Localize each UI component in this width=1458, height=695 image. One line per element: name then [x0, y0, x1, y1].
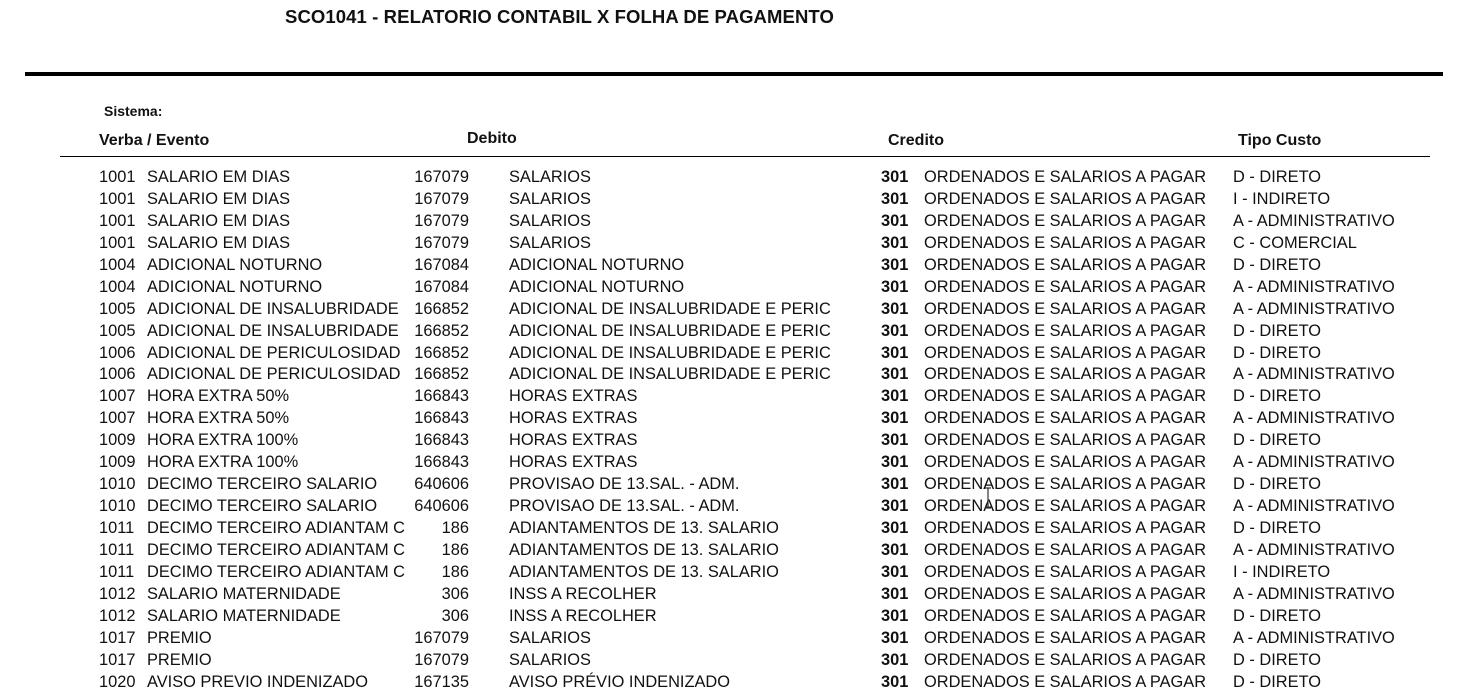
verba-description: HORA EXTRA 100% — [147, 453, 299, 472]
credito-account-code: 301 — [881, 255, 909, 274]
debito-account-code: 167079 — [414, 211, 469, 230]
credito-account-description: ORDENADOS E SALARIOS A PAGAR — [924, 365, 1207, 384]
verba-code: 1004 — [99, 277, 136, 296]
table-row — [0, 540, 1458, 562]
debito-account-description: AVISO PRÉVIO INDENIZADO — [509, 672, 731, 691]
debito-account-code: 166852 — [414, 343, 469, 362]
credito-account-description: ORDENADOS E SALARIOS A PAGAR — [924, 497, 1207, 516]
table-row — [0, 321, 1458, 343]
verba-code: 1020 — [99, 672, 136, 691]
debito-account-description: SALARIOS — [509, 650, 591, 669]
table-row — [0, 562, 1458, 584]
credito-account-description: ORDENADOS E SALARIOS A PAGAR — [924, 233, 1207, 252]
column-header-rule — [60, 156, 1430, 157]
verba-code: 1011 — [99, 562, 135, 581]
tipo-custo: D - DIRETO — [1233, 475, 1322, 494]
credito-account-description: ORDENADOS E SALARIOS A PAGAR — [924, 343, 1207, 362]
verba-code: 1012 — [99, 606, 136, 625]
debito-account-description: SALARIOS — [509, 628, 591, 647]
debito-account-description: SALARIOS — [509, 211, 591, 230]
table-row — [0, 628, 1458, 650]
credito-account-code: 301 — [881, 475, 909, 494]
column-header-tipo-custo: Tipo Custo — [1238, 132, 1322, 149]
credito-account-description: ORDENADOS E SALARIOS A PAGAR — [924, 453, 1207, 472]
debito-account-description: ADICIONAL NOTURNO — [509, 255, 685, 274]
debito-account-code: 640606 — [414, 497, 469, 516]
debito-account-description: SALARIOS — [509, 168, 591, 186]
debito-account-code: 166852 — [414, 365, 469, 384]
verba-description: SALARIO EM DIAS — [147, 168, 291, 186]
verba-description: DECIMO TERCEIRO ADIANTAM C — [147, 540, 406, 559]
verba-description: AVISO PREVIO INDENIZADO — [147, 672, 369, 691]
debito-account-description: ADICIONAL NOTURNO — [509, 277, 685, 296]
credito-account-code: 301 — [881, 233, 909, 252]
debito-account-code: 166843 — [414, 387, 469, 406]
debito-account-code: 167079 — [414, 233, 469, 252]
verba-code: 1005 — [99, 321, 136, 340]
debito-account-description: INSS A RECOLHER — [509, 584, 657, 603]
debito-account-code: 166843 — [414, 453, 469, 472]
table-row — [0, 430, 1458, 452]
verba-description: PREMIO — [147, 650, 212, 669]
debito-account-code: 167084 — [414, 255, 469, 274]
debito-account-code: 167135 — [414, 672, 469, 691]
credito-account-description: ORDENADOS E SALARIOS A PAGAR — [924, 387, 1207, 406]
credito-account-description: ORDENADOS E SALARIOS A PAGAR — [924, 211, 1207, 230]
table-row — [0, 211, 1458, 233]
tipo-custo: D - DIRETO — [1233, 168, 1322, 186]
credito-account-code: 301 — [881, 211, 909, 230]
debito-account-description: ADICIONAL DE INSALUBRIDADE E PERIC — [509, 321, 831, 340]
debito-account-description: ADIANTAMENTOS DE 13. SALARIO — [509, 540, 779, 559]
table-row — [0, 474, 1458, 496]
tipo-custo: D - DIRETO — [1233, 606, 1322, 625]
verba-code: 1009 — [99, 431, 136, 450]
credito-account-code: 301 — [881, 606, 909, 625]
table-row — [0, 672, 1458, 694]
verba-description: DECIMO TERCEIRO SALARIO — [147, 497, 378, 516]
verba-code: 1011 — [99, 540, 135, 559]
debito-account-code: 166852 — [414, 321, 469, 340]
credito-account-code: 301 — [881, 387, 909, 406]
tipo-custo: A - ADMINISTRATIVO — [1233, 211, 1395, 230]
tipo-custo: A - ADMINISTRATIVO — [1233, 277, 1395, 296]
debito-account-description: PROVISAO DE 13.SAL. - ADM. — [509, 475, 740, 494]
table-row — [0, 518, 1458, 540]
debito-account-code: 306 — [441, 606, 469, 625]
credito-account-description: ORDENADOS E SALARIOS A PAGAR — [924, 562, 1207, 581]
verba-description: DECIMO TERCEIRO ADIANTAM C — [147, 519, 406, 537]
debito-account-description: SALARIOS — [509, 233, 591, 252]
tipo-custo: C - COMERCIAL — [1233, 233, 1357, 252]
tipo-custo: D - DIRETO — [1233, 343, 1322, 362]
credito-account-description: ORDENADOS E SALARIOS A PAGAR — [924, 628, 1207, 647]
credito-account-description: ORDENADOS E SALARIOS A PAGAR — [924, 540, 1207, 559]
debito-account-code: 186 — [441, 540, 469, 559]
debito-account-description: ADICIONAL DE INSALUBRIDADE E PERIC — [509, 365, 831, 384]
verba-code: 1007 — [99, 387, 136, 406]
verba-description: ADICIONAL DE PERICULOSIDAD — [147, 343, 401, 362]
verba-code: 1001 — [99, 168, 136, 186]
credito-account-code: 301 — [881, 431, 909, 450]
debito-account-description: SALARIOS — [509, 189, 591, 208]
debito-account-description: ADIANTAMENTOS DE 13. SALARIO — [509, 562, 779, 581]
tipo-custo: D - DIRETO — [1233, 672, 1322, 691]
table-row — [0, 277, 1458, 299]
credito-account-description: ORDENADOS E SALARIOS A PAGAR — [924, 672, 1207, 691]
table-row — [0, 233, 1458, 255]
tipo-custo: D - DIRETO — [1233, 650, 1322, 669]
table-row — [0, 584, 1458, 606]
tipo-custo: A - ADMINISTRATIVO — [1233, 299, 1395, 318]
credito-account-description: ORDENADOS E SALARIOS A PAGAR — [924, 168, 1207, 186]
sistema-label: Sistema: — [104, 103, 163, 119]
debito-account-description: HORAS EXTRAS — [509, 431, 638, 450]
tipo-custo: A - ADMINISTRATIVO — [1233, 540, 1395, 559]
table-row — [0, 606, 1458, 628]
tipo-custo: D - DIRETO — [1233, 255, 1322, 274]
debito-account-description: HORAS EXTRAS — [509, 409, 638, 428]
credito-account-code: 301 — [881, 650, 909, 669]
verba-code: 1009 — [99, 453, 136, 472]
verba-code: 1012 — [99, 584, 136, 603]
debito-account-code: 166843 — [414, 431, 469, 450]
verba-description: ADICIONAL DE PERICULOSIDAD — [147, 365, 401, 384]
report-title: SCO1041 - RELATORIO CONTABIL X FOLHA DE PAGAMENTO — [285, 6, 834, 27]
credito-account-code: 301 — [881, 168, 909, 186]
debito-account-code: 166852 — [414, 299, 469, 318]
tipo-custo: I - INDIRETO — [1233, 562, 1331, 581]
credito-account-description: ORDENADOS E SALARIOS A PAGAR — [924, 584, 1207, 603]
credito-account-code: 301 — [881, 409, 909, 428]
credito-account-description: ORDENADOS E SALARIOS A PAGAR — [924, 431, 1207, 450]
tipo-custo: D - DIRETO — [1233, 321, 1322, 340]
table-row — [0, 343, 1458, 365]
credito-account-code: 301 — [881, 540, 909, 559]
verba-code: 1006 — [99, 343, 136, 362]
credito-account-description: ORDENADOS E SALARIOS A PAGAR — [924, 255, 1207, 274]
table-row — [0, 364, 1458, 386]
text-cursor-icon — [983, 487, 993, 509]
debito-account-code: 167079 — [414, 189, 469, 208]
verba-code: 1001 — [99, 189, 136, 208]
column-header-verba: Verba / Evento — [99, 132, 210, 149]
credito-account-description: ORDENADOS E SALARIOS A PAGAR — [924, 321, 1207, 340]
table-row — [0, 452, 1458, 474]
verba-description: SALARIO EM DIAS — [147, 233, 291, 252]
debito-account-description: INSS A RECOLHER — [509, 606, 657, 625]
debito-account-description: ADICIONAL DE INSALUBRIDADE E PERIC — [509, 343, 831, 362]
verba-description: HORA EXTRA 100% — [147, 431, 299, 450]
table-row — [0, 255, 1458, 277]
verba-description: SALARIO MATERNIDADE — [147, 584, 341, 603]
verba-code: 1001 — [99, 211, 136, 230]
tipo-custo: D - DIRETO — [1233, 431, 1322, 450]
verba-description: HORA EXTRA 50% — [147, 409, 290, 428]
credito-account-code: 301 — [881, 343, 909, 362]
verba-description: PREMIO — [147, 628, 212, 647]
credito-account-description: ORDENADOS E SALARIOS A PAGAR — [924, 189, 1207, 208]
credito-account-code: 301 — [881, 519, 909, 537]
debito-account-code: 186 — [441, 562, 469, 581]
debito-account-code: 166843 — [414, 409, 469, 428]
tipo-custo: A - ADMINISTRATIVO — [1233, 497, 1395, 516]
tipo-custo: A - ADMINISTRATIVO — [1233, 409, 1395, 428]
verba-description: ADICIONAL NOTURNO — [147, 255, 323, 274]
tipo-custo: A - ADMINISTRATIVO — [1233, 365, 1395, 384]
table-row — [0, 650, 1458, 672]
credito-account-code: 301 — [881, 453, 909, 472]
verba-description: ADICIONAL DE INSALUBRIDADE — [147, 299, 399, 318]
credito-account-description: ORDENADOS E SALARIOS A PAGAR — [924, 277, 1207, 296]
table-row — [0, 408, 1458, 430]
column-header-debito: Debito — [467, 130, 517, 147]
credito-account-description: ORDENADOS E SALARIOS A PAGAR — [924, 299, 1207, 318]
debito-account-code: 306 — [441, 584, 469, 603]
verba-code: 1004 — [99, 255, 136, 274]
credito-account-code: 301 — [881, 365, 909, 384]
verba-code: 1010 — [99, 475, 136, 494]
debito-account-code: 167079 — [414, 168, 469, 186]
debito-account-code: 167079 — [414, 650, 469, 669]
credito-account-code: 301 — [881, 672, 909, 691]
verba-description: DECIMO TERCEIRO SALARIO — [147, 475, 378, 494]
credito-account-description: ORDENADOS E SALARIOS A PAGAR — [924, 606, 1207, 625]
credito-account-code: 301 — [881, 189, 909, 208]
credito-account-description: ORDENADOS E SALARIOS A PAGAR — [924, 475, 1207, 494]
verba-description: ADICIONAL DE INSALUBRIDADE — [147, 321, 399, 340]
tipo-custo: I - INDIRETO — [1233, 189, 1331, 208]
debito-account-description: PROVISAO DE 13.SAL. - ADM. — [509, 497, 740, 516]
debito-account-code: 186 — [441, 519, 469, 537]
debito-account-description: ADIANTAMENTOS DE 13. SALARIO — [509, 519, 779, 537]
verba-code: 1010 — [99, 497, 136, 516]
credito-account-code: 301 — [881, 321, 909, 340]
table-row — [0, 386, 1458, 408]
credito-account-code: 301 — [881, 628, 909, 647]
verba-code: 1001 — [99, 233, 136, 252]
debito-account-description: HORAS EXTRAS — [509, 387, 638, 406]
column-header-credito: Credito — [888, 132, 944, 149]
tipo-custo: A - ADMINISTRATIVO — [1233, 628, 1395, 647]
tipo-custo: A - ADMINISTRATIVO — [1233, 584, 1395, 603]
debito-account-code: 167084 — [414, 277, 469, 296]
credito-account-description: ORDENADOS E SALARIOS A PAGAR — [924, 650, 1207, 669]
table-row — [0, 189, 1458, 211]
credito-account-code: 301 — [881, 497, 909, 516]
verba-code: 1017 — [99, 628, 136, 647]
credito-account-code: 301 — [881, 299, 909, 318]
verba-code: 1017 — [99, 650, 136, 669]
verba-description: HORA EXTRA 50% — [147, 387, 290, 406]
verba-description: ADICIONAL NOTURNO — [147, 277, 323, 296]
verba-description: SALARIO EM DIAS — [147, 189, 291, 208]
credito-account-code: 301 — [881, 584, 909, 603]
table-row — [0, 167, 1458, 189]
verba-code: 1007 — [99, 409, 136, 428]
table-row — [0, 299, 1458, 321]
credito-account-description: ORDENADOS E SALARIOS A PAGAR — [924, 519, 1207, 537]
report-rows — [0, 167, 1458, 694]
debito-account-description: HORAS EXTRAS — [509, 453, 638, 472]
verba-code: 1006 — [99, 365, 136, 384]
debito-account-code: 640606 — [414, 475, 469, 494]
credito-account-description: ORDENADOS E SALARIOS A PAGAR — [924, 409, 1207, 428]
tipo-custo: A - ADMINISTRATIVO — [1233, 453, 1395, 472]
debito-account-code: 167079 — [414, 628, 469, 647]
verba-description: SALARIO EM DIAS — [147, 211, 291, 230]
tipo-custo: D - DIRETO — [1233, 387, 1322, 406]
debito-account-description: ADICIONAL DE INSALUBRIDADE E PERIC — [509, 299, 831, 318]
header-rule — [25, 72, 1443, 76]
tipo-custo: D - DIRETO — [1233, 519, 1322, 537]
verba-code: 1011 — [99, 519, 135, 537]
credito-account-code: 301 — [881, 277, 909, 296]
verba-description: SALARIO MATERNIDADE — [147, 606, 341, 625]
verba-code: 1005 — [99, 299, 136, 318]
verba-description: DECIMO TERCEIRO ADIANTAM C — [147, 562, 406, 581]
table-row — [0, 496, 1458, 518]
credito-account-code: 301 — [881, 562, 909, 581]
